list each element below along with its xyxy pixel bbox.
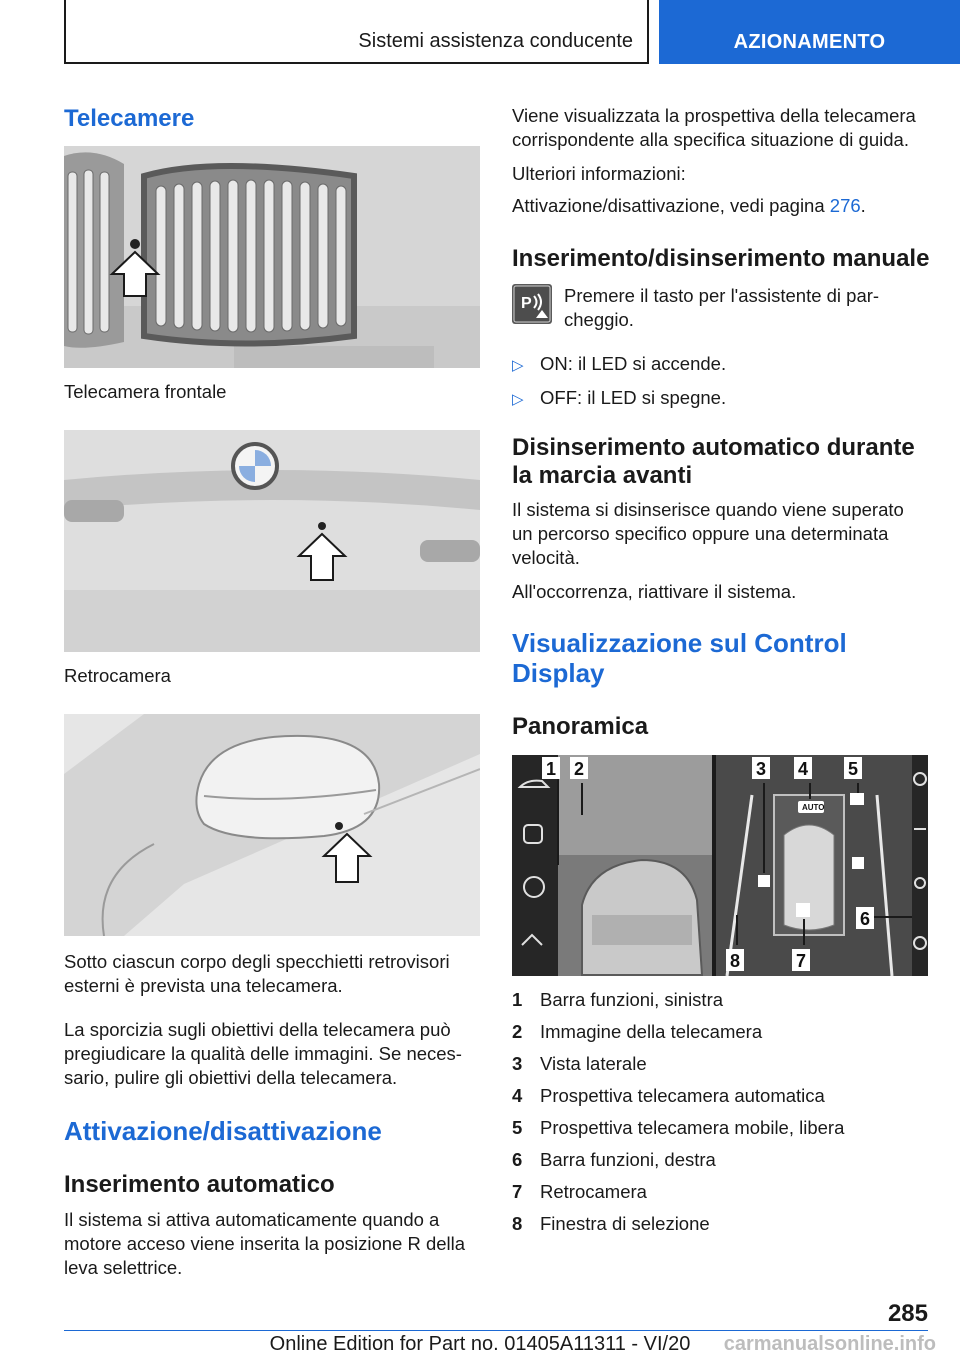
legend-text: Barra funzioni, sinistra [540,989,724,1010]
para-mirror-cameras: Sotto ciascun corpo degli specchietti retrovisori esterni è prevista una telecamera. [64,951,450,996]
legend-text: Retrocamera [540,1181,647,1202]
rear-camera-photo [64,430,480,652]
legend-item [512,1144,928,1176]
section-title-telecamere: Telecamere [64,105,195,132]
see-page-suffix: . [860,195,866,216]
caption-rear-camera: Retrocamera [64,665,171,686]
para-reactivate: All'occorrenza, riattivare il sistema. [512,581,797,602]
bullet-led-off [512,386,928,412]
bullet-triangle-icon: ▷ [512,357,524,374]
page-link-276[interactable]: 276 [829,195,861,216]
legend-text: Prospettiva telecamera mobile, libera [540,1117,845,1138]
screen-label-1: 1 [546,759,557,779]
footer-divider [64,1330,928,1331]
legend-num: 3 [512,1053,523,1074]
screen-label-3: 3 [756,759,767,779]
page-number: 285 [887,1300,928,1327]
legend-item [512,1048,928,1080]
para-camera-perspective: Viene visualizzata la prospettiva della telecamera corrispondente alla specifica situazione di guida. [512,105,916,150]
legend-list [512,984,928,1240]
heading-control-display: Visualizzazione sul Control Display [512,628,847,688]
header-section-title: Sistemi assistenza conducente [358,30,633,52]
caption-front-camera: Telecamera frontale [64,381,227,402]
control-display-screen [512,755,928,976]
legend-item [512,1080,928,1112]
legend-num: 6 [512,1149,523,1170]
para-more-info: Ulteriori informazioni: [512,163,686,184]
legend-num: 2 [512,1021,523,1042]
heading-auto-deactivation: Disinserimento automatico durante la marcia avanti [512,434,915,489]
header-chapter-label: AZIONAMENTO [733,31,886,53]
legend-text: Barra funzioni, destra [540,1149,716,1170]
header-section-box [64,0,649,64]
heading-activation: Attivazione/disattivazione [64,1116,382,1146]
bullet-led-on [512,352,928,378]
para-see-page [512,194,928,218]
screen-label-4: 4 [798,759,809,779]
legend-text: Prospettiva telecamera automatica [540,1085,825,1106]
screen-label-5: 5 [848,759,859,779]
watermark-text: carmanualsonline.info [723,1333,936,1355]
screen-label-6: 6 [860,909,871,929]
legend-text: Vista laterale [540,1053,647,1074]
footer-edition: Online Edition for Part no. 01405A11311 - VI/20 [269,1333,691,1355]
heading-manual: Inserimento/disinserimento manuale [512,245,930,272]
legend-item [512,984,928,1016]
legend-num: 1 [512,989,523,1010]
heading-overview: Panoramica [512,713,649,740]
screen-label-2: 2 [574,759,585,779]
legend-num: 4 [512,1085,523,1106]
legend-item [512,1208,928,1240]
legend-item [512,1176,928,1208]
svg-text:P: P [521,295,532,312]
screen-label-8: 8 [730,951,741,971]
parking-assistant-button-icon [512,284,552,324]
legend-num: 8 [512,1213,523,1234]
legend-text: Immagine della telecamera [540,1021,763,1042]
header-chapter-tab[interactable] [659,0,960,64]
manual-press-text: Premere il tasto per l'assistente di par- cheggio. [564,285,880,330]
para-auto-deactivation: Il sistema si disinserisce quando viene superato un percorso specifico oppure una determinata velocità. [512,499,904,568]
screen-label-7: 7 [796,951,807,971]
bullet-triangle-icon: ▷ [512,391,524,408]
para-auto-activation: Il sistema si attiva automaticamente quando a motore acceso viene inserita la posizione R della leva selettrice. [64,1209,466,1278]
auto-badge-text: AUTO [802,803,825,812]
legend-item [512,1016,928,1048]
legend-text: Finestra di selezione [540,1213,710,1234]
legend-num: 7 [512,1181,523,1202]
legend-item [512,1112,928,1144]
bullet-led-on-text: ON: il LED si accende. [540,353,727,374]
bullet-led-off-text: OFF: il LED si spegne. [540,387,727,408]
mirror-camera-photo [64,714,480,936]
see-page-text: Attivazione/disattivazione, vedi pagina [512,195,830,216]
led-bullet-list [512,352,928,412]
front-camera-photo [64,146,480,368]
para-dirt-warning: La sporcizia sugli obiettivi della telecamera può pregiudicare la qualità delle immagini. Se neces- sario, pulire gli obiettivi della telecamera. [64,1019,462,1088]
legend-num: 5 [512,1117,523,1138]
heading-auto-activation: Inserimento automatico [64,1171,335,1198]
